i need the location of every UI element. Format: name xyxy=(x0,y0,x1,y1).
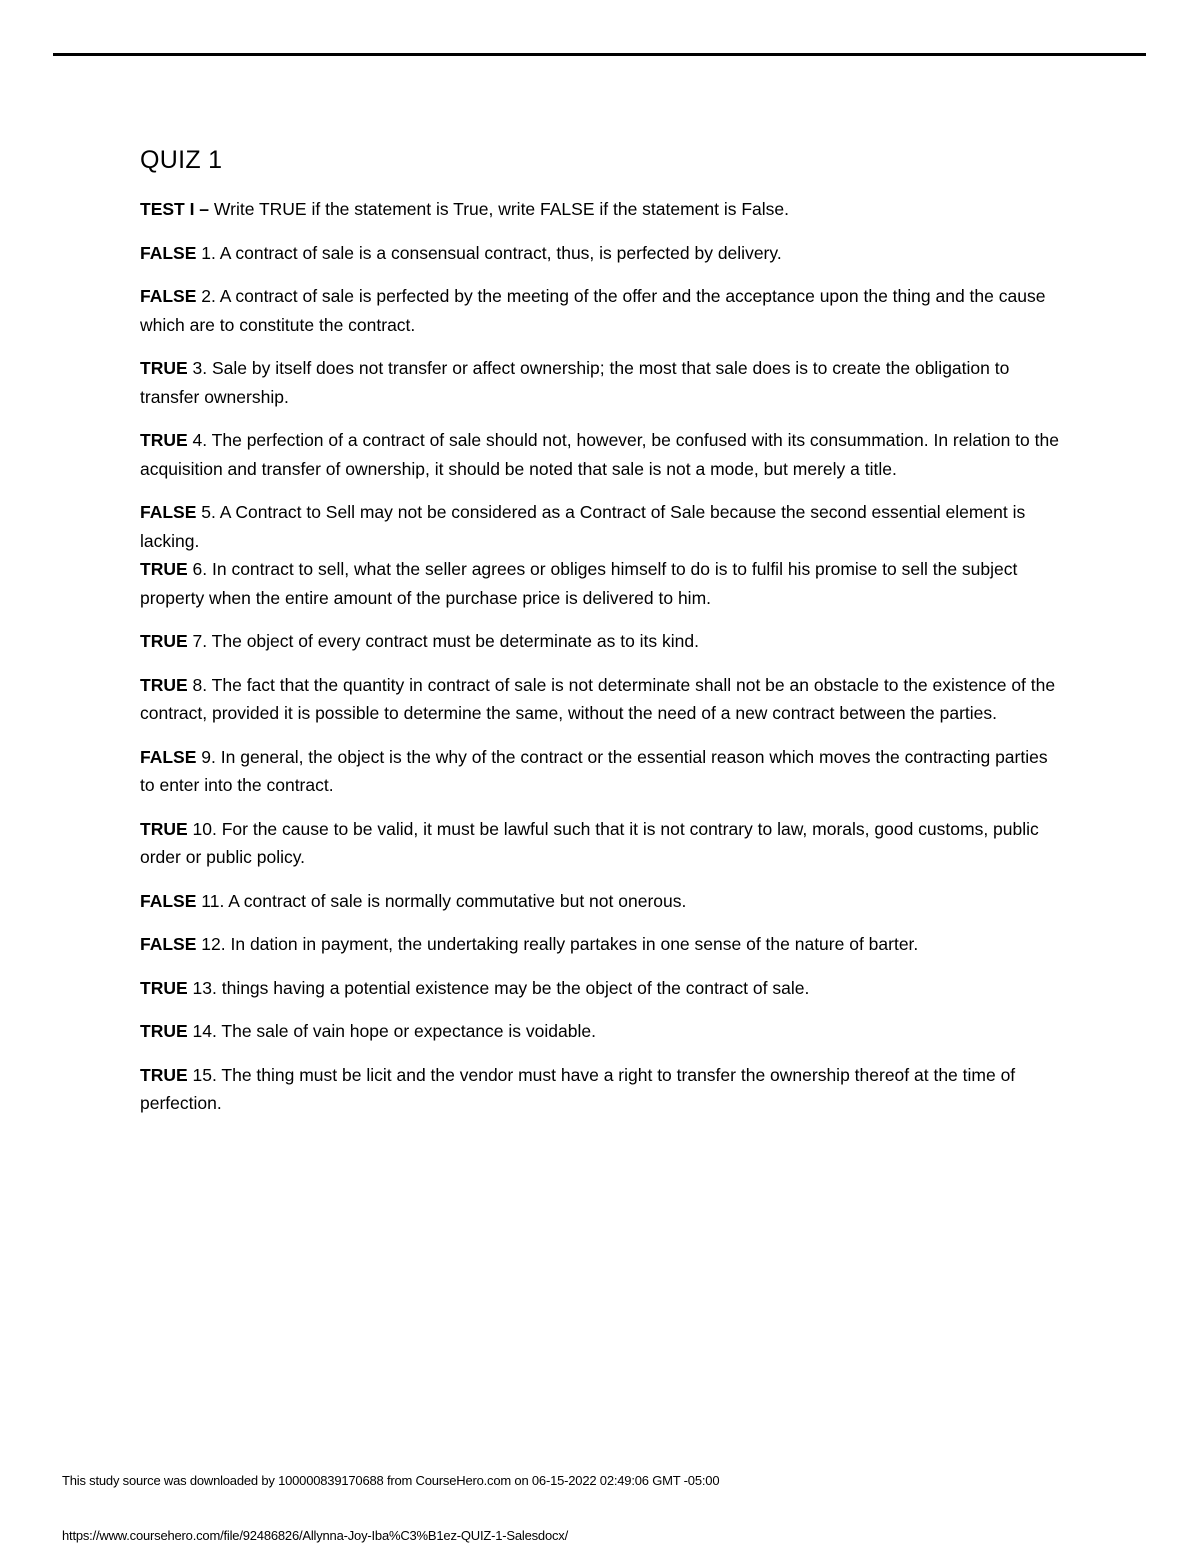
test-instructions xyxy=(140,195,1060,224)
answer-label: FALSE xyxy=(140,746,197,767)
answer-label: FALSE xyxy=(140,890,197,911)
item-number: 11 xyxy=(201,890,220,911)
quiz-item-11: FALSE 11. A contract of sale is normally commutative but not onerous. xyxy=(140,890,687,911)
item-number: 10 xyxy=(192,818,212,839)
answer-label: TRUE xyxy=(140,818,188,839)
item-number: 1 xyxy=(201,242,212,263)
item-statement: A Contract to Sell may not be considered as a Contract of Sale because the second essential element is lacking. xyxy=(140,502,1026,551)
answer-label: FALSE xyxy=(140,286,197,306)
quiz-item-7: TRUE 7. The object of every contract must be determinate as to its kind. xyxy=(140,631,699,651)
item-number: 4 xyxy=(192,430,203,450)
quiz-item-3: TRUE 3. Sale by itself does not transfer or affect ownership; the most that sale does is to create the obligation to transfer ownership. xyxy=(140,358,1010,407)
quiz-item-10: TRUE 10. For the cause to be valid, it must be lawful such that it is not contrary to law, morals, good customs, public order or public policy. xyxy=(140,818,1039,867)
instructions-text: Write TRUE if the statement is True, write FALSE if the statement is False. xyxy=(209,199,790,219)
document-body xyxy=(140,146,1060,1133)
answer-label: TRUE xyxy=(140,1021,188,1041)
item-statement: The perfection of a contract of sale should not, however, be confused with its consummation. In relation to the acquisition and transfer of ownership, it should be noted that sale is not a mode, but merely a title. xyxy=(140,430,1059,479)
top-rule xyxy=(53,53,1146,56)
test-label: TEST I – xyxy=(140,199,210,219)
quiz-item-8: TRUE 8. The fact that the quantity in contract of sale is not determinate shall not be an obstacle to the existence of the contract, provided it is possible to determine the same, without the need of a new contract between the parties. xyxy=(140,674,1056,723)
quiz-item-1: FALSE 1. A contract of sale is a consensual contract, thus, is perfected by delivery. xyxy=(140,242,782,263)
item-statement: For the cause to be valid, it must be lawful such that it is not contrary to law, morals, good customs, public order or public policy. xyxy=(140,818,1039,867)
quiz-item-14: TRUE 14. The sale of vain hope or expectance is voidable. xyxy=(140,1021,596,1041)
answer-label: TRUE xyxy=(140,559,188,579)
item-statement: A contract of sale is a consensual contract, thus, is perfected by delivery. xyxy=(219,242,782,263)
item-number: 6 xyxy=(192,559,203,579)
quiz-item-13: TRUE 13. things having a potential existence may be the object of the contract of sale. xyxy=(140,977,810,998)
item-number: 5 xyxy=(201,502,212,522)
item-statement: In dation in payment, the undertaking really partakes in one sense of the nature of barter. xyxy=(230,934,919,954)
source-url: https://www.coursehero.com/file/92486826/Allynna-Joy-Iba%C3%B1ez-QUIZ-1-Salesdocx/ xyxy=(62,1528,569,1543)
answer-label: TRUE xyxy=(140,430,188,450)
item-number: 15 xyxy=(192,1064,212,1085)
item-number: 2 xyxy=(201,286,212,306)
answer-label: TRUE xyxy=(140,631,188,651)
item-number: 8 xyxy=(192,674,203,695)
answer-label: TRUE xyxy=(140,1064,188,1085)
item-statement: Sale by itself does not transfer or affect ownership; the most that sale does is to create the obligation to transfer ownership. xyxy=(140,358,1010,407)
quiz-item-15: TRUE 15. The thing must be licit and the vendor must have a right to transfer the ownership thereof at the time of perfection. xyxy=(140,1064,1016,1113)
item-number: 13 xyxy=(192,977,212,998)
item-number: 3 xyxy=(192,358,203,378)
item-statement: The sale of vain hope or expectance is voidable. xyxy=(221,1021,596,1041)
item-statement: things having a potential existence may be the object of the contract of sale. xyxy=(221,977,810,998)
answer-label: TRUE xyxy=(140,674,188,695)
quiz-item-5: FALSE 5. A Contract to Sell may not be considered as a Contract of Sale because the second essential element is lacking. xyxy=(140,502,1026,551)
item-number: 14 xyxy=(192,1021,212,1041)
quiz-item-12: FALSE 12. In dation in payment, the undertaking really partakes in one sense of the nature of barter. xyxy=(140,934,919,954)
answer-label: TRUE xyxy=(140,977,188,998)
quiz-item-9: FALSE 9. In general, the object is the why of the contract or the essential reason which moves the contracting parties to enter into the contract. xyxy=(140,746,1048,795)
answer-label: FALSE xyxy=(140,502,197,522)
quiz-item-4: TRUE 4. The perfection of a contract of sale should not, however, be confused with its consummation. In relation to the acquisition and transfer of ownership, it should be noted that sale is not a mode, but merely a title. xyxy=(140,430,1059,479)
quiz-item-6: TRUE 6. In contract to sell, what the seller agrees or obliges himself to do is to fulfil his promise to sell the subject property when the entire amount of the purchase price is delivered to him. xyxy=(140,559,1018,608)
item-statement: A contract of sale is normally commutative but not onerous. xyxy=(228,890,687,911)
answer-label: TRUE xyxy=(140,358,188,378)
item-statement: The thing must be licit and the vendor must have a right to transfer the ownership thereof at the time of perfection. xyxy=(140,1064,1016,1113)
item-number: 9 xyxy=(201,746,212,767)
item-statement: The object of every contract must be determinate as to its kind. xyxy=(211,631,699,651)
answer-label: FALSE xyxy=(140,934,197,954)
item-statement: In general, the object is the why of the contract or the essential reason which moves the contracting parties to enter into the contract. xyxy=(140,746,1048,795)
answer-label: FALSE xyxy=(140,242,197,263)
item-statement: The fact that the quantity in contract of sale is not determinate shall not be an obstacle to the existence of the contract, provided it is possible to determine the same, without the need of a new contract between the parties. xyxy=(140,674,1056,723)
quiz-item-2: FALSE 2. A contract of sale is perfected by the meeting of the offer and the acceptance upon the thing and the cause which are to constitute the contract. xyxy=(140,286,1046,335)
item-statement: In contract to sell, what the seller agrees or obliges himself to do is to fulfil his promise to sell the subject property when the entire amount of the purchase price is delivered to him. xyxy=(140,559,1018,608)
item-number: 7 xyxy=(192,631,203,651)
download-source-note: This study source was downloaded by 100000839170688 from CourseHero.com on 06-15-2022 02:49:06 GMT -05:00 xyxy=(62,1473,720,1488)
page-title: QUIZ 1 xyxy=(140,146,223,174)
item-statement: A contract of sale is perfected by the meeting of the offer and the acceptance upon the thing and the cause which are to constitute the contract. xyxy=(140,286,1046,335)
item-number: 12 xyxy=(201,934,221,954)
